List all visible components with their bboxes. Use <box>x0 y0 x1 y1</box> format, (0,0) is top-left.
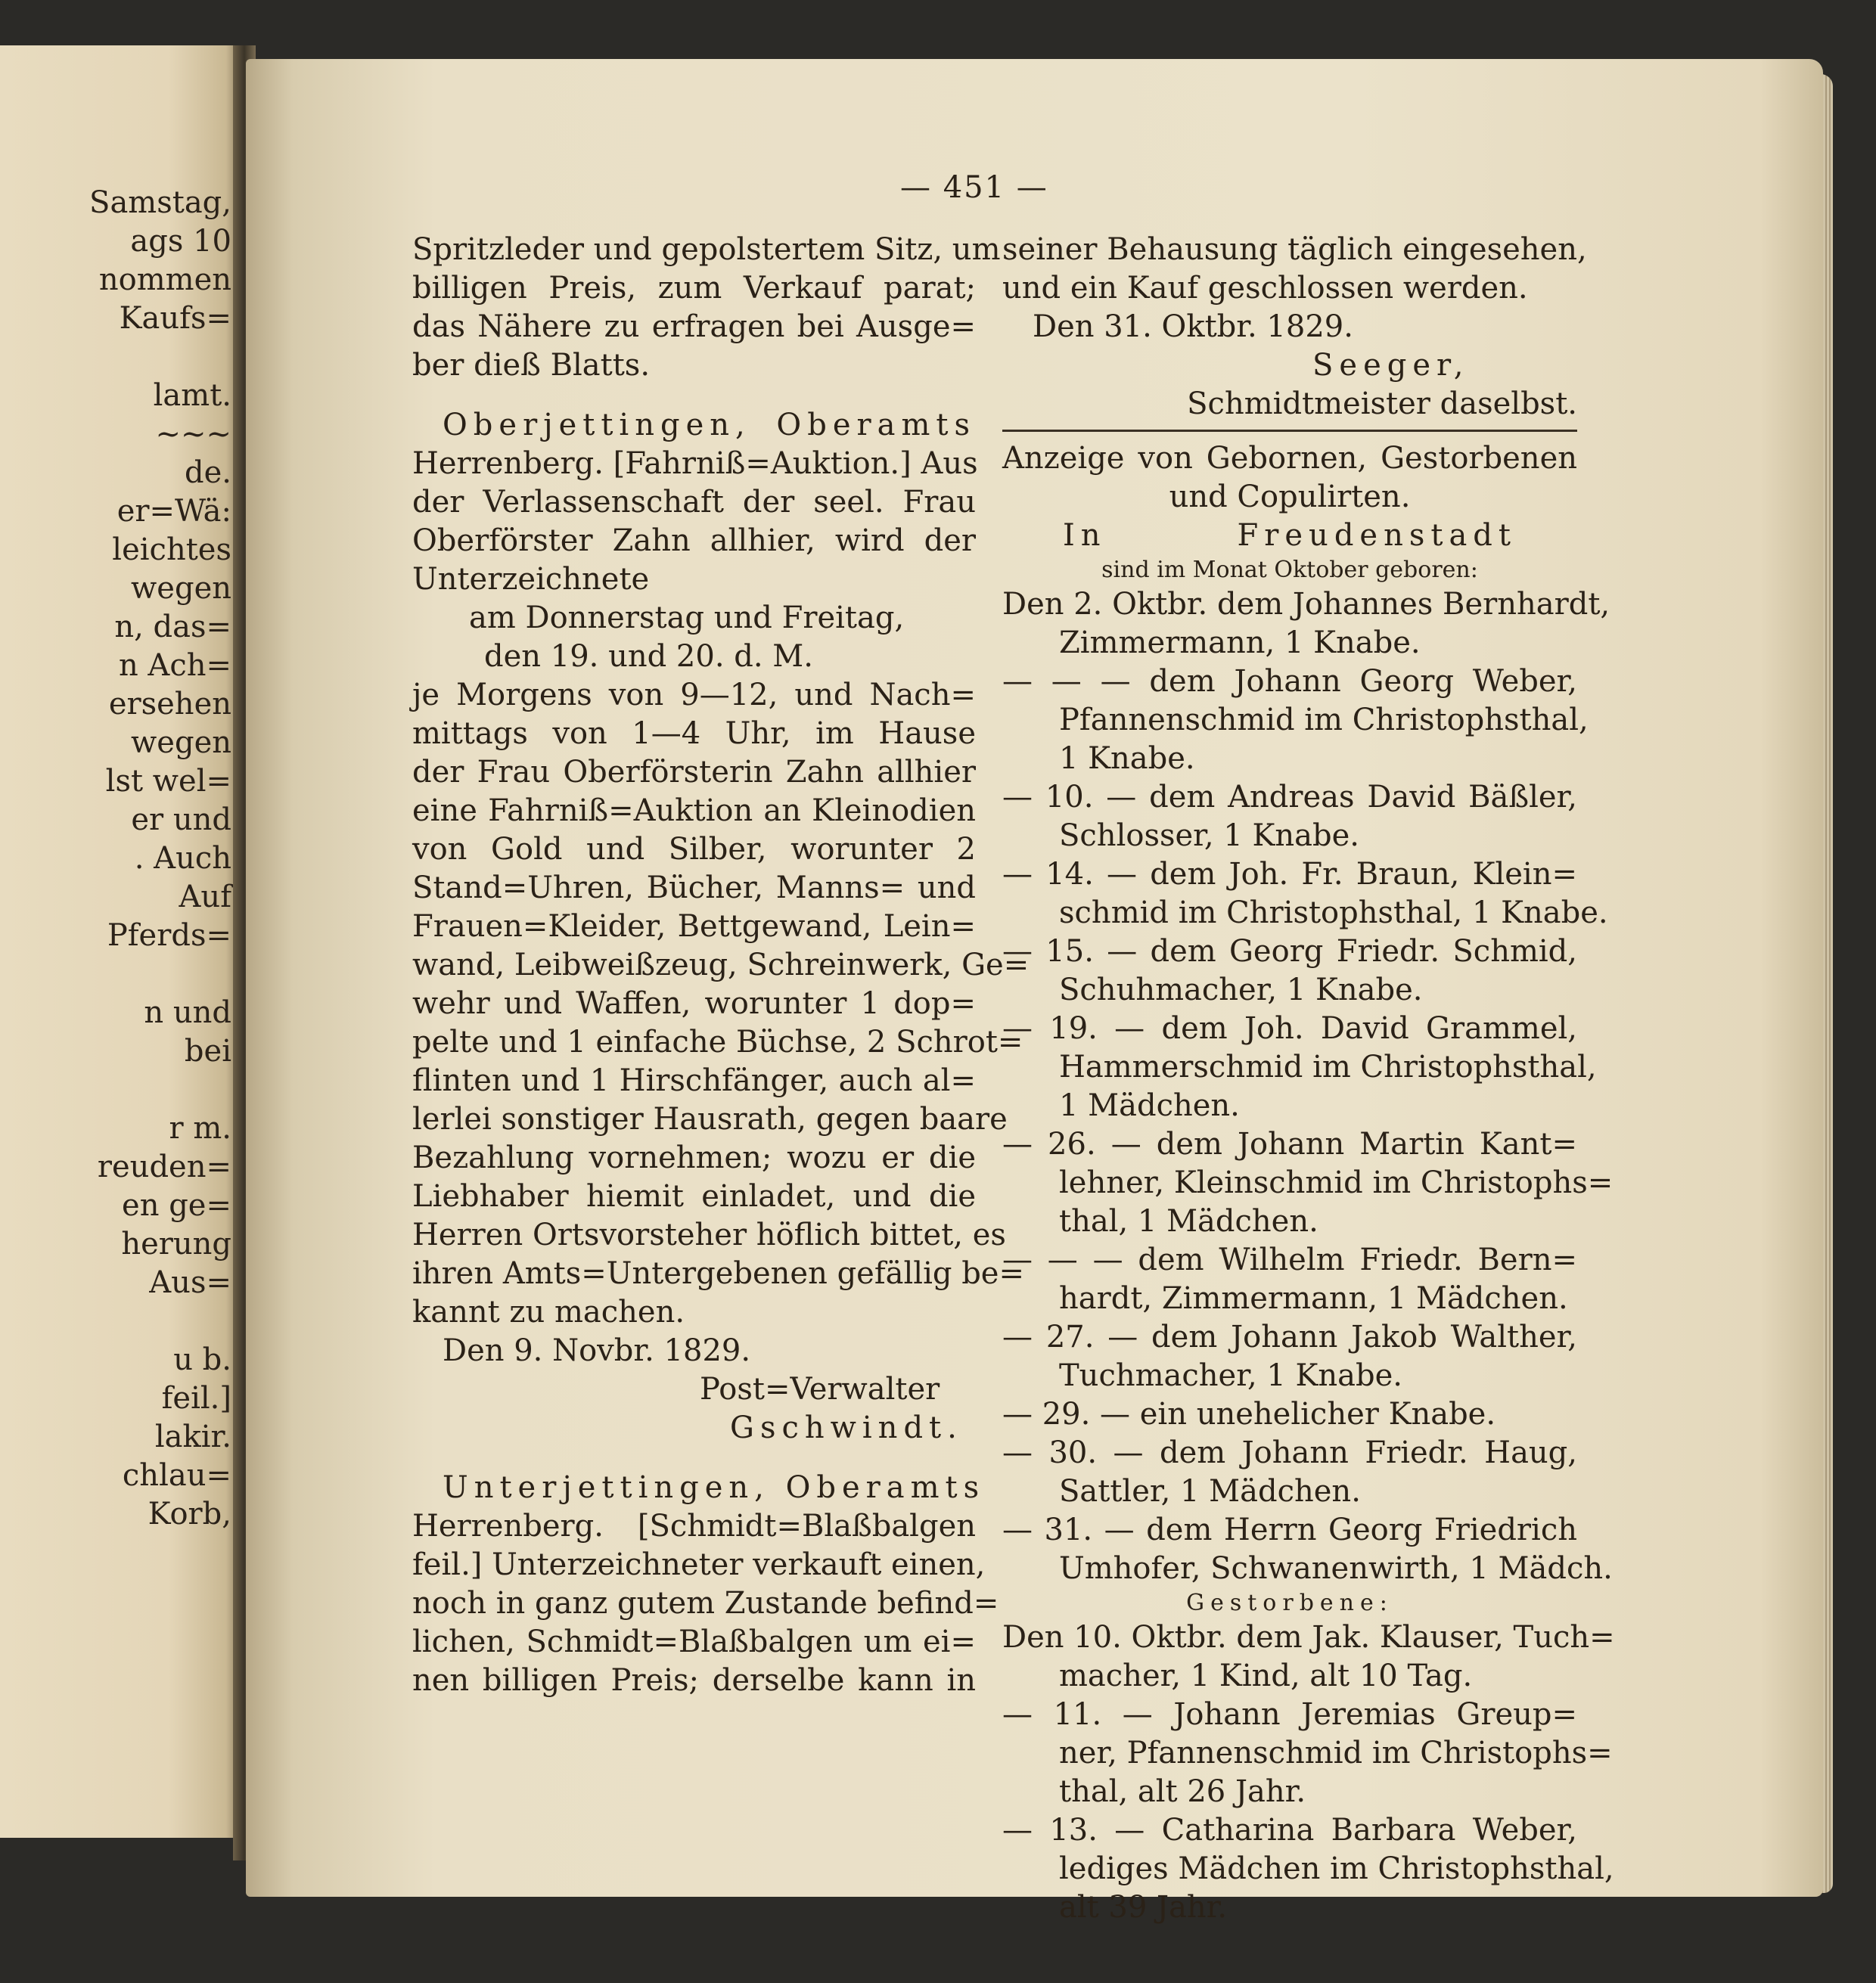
page-number: — 451 — <box>900 170 1048 205</box>
register-entry: Den 10. Oktbr. dem Jak. Klauser, Tuch= <box>1002 1620 1615 1655</box>
text-line: Oberförster Zahn allhier, wird der <box>412 523 976 558</box>
register-entry: ner, Pfannenschmid im Christophs= <box>1059 1736 1613 1770</box>
register-entry: thal, 1 Mädchen. <box>1059 1204 1318 1239</box>
text-line: Spritzleder und gepolstertem Sitz, um <box>412 232 1001 267</box>
stub-line: wegen <box>131 571 231 606</box>
register-entry: Tuchmacher, 1 Knabe. <box>1059 1358 1403 1393</box>
stub-line: Samstag, <box>89 185 231 220</box>
register-entry: — — — dem Johann Georg Weber, <box>1002 664 1577 699</box>
text-line: seiner Behausung täglich eingesehen, <box>1002 232 1587 267</box>
subheading-births: sind im Monat Oktober geboren: <box>1101 557 1478 583</box>
register-entry: — 14. — dem Joh. Fr. Braun, Klein= <box>1002 857 1577 892</box>
register-entry: macher, 1 Kind, alt 10 Tag. <box>1059 1659 1473 1693</box>
notice-heading-oberjettingen: Oberjettingen, Oberamts <box>443 408 976 442</box>
register-entry: thal, alt 26 Jahr. <box>1059 1774 1306 1809</box>
text-line: das Nähere zu erfragen bei Ausge= <box>412 309 976 344</box>
stub-line: reuden= <box>97 1150 231 1184</box>
section-heading: und Copulirten. <box>1169 479 1411 514</box>
register-entry: — 26. — dem Johann Martin Kant= <box>1002 1127 1577 1162</box>
subheading-deaths: Gestorbene: <box>1186 1590 1393 1616</box>
register-entry: — 13. — Catharina Barbara Weber, <box>1002 1813 1577 1848</box>
text-line: lerlei sonstiger Hausrath, gegen baare <box>412 1102 1008 1137</box>
stub-line: feil.] <box>161 1381 231 1416</box>
stub-line: leichtes <box>112 532 231 567</box>
signature-title: Schmidtmeister daselbst. <box>1187 386 1577 421</box>
text-line: nen billigen Preis; derselbe kann in <box>412 1663 976 1698</box>
signature-title: Post=Verwalter <box>700 1372 940 1407</box>
stub-line: r m. <box>169 1111 231 1146</box>
text-line: wehr und Waffen, worunter 1 dop= <box>412 986 976 1021</box>
signature-name: Seeger, <box>1312 348 1470 383</box>
text-line: von Gold und Silber, worunter 2 <box>412 832 976 867</box>
notice-date: Den 9. Novbr. 1829. <box>443 1333 751 1368</box>
text-line: Frauen=Kleider, Bettgewand, Lein= <box>412 909 976 944</box>
stub-line: ~~~ <box>155 417 231 452</box>
register-entry: — 27. — dem Johann Jakob Walther, <box>1002 1320 1577 1355</box>
text-line: und ein Kauf geschlossen werden. <box>1002 271 1528 306</box>
text-line: lichen, Schmidt=Blaßbalgen um ei= <box>412 1625 976 1659</box>
text-line: ber dieß Blatts. <box>412 348 651 383</box>
text-line: feil.] Unterzeichneter verkauft einen, <box>412 1547 986 1582</box>
stub-line: . Auch <box>134 841 231 876</box>
register-entry: — 15. — dem Georg Friedr. Schmid, <box>1002 934 1577 969</box>
stub-line: n und <box>144 995 231 1030</box>
section-heading: Anzeige von Gebornen, Gestorbenen <box>1002 441 1577 476</box>
auction-dates: den 19. und 20. d. M. <box>484 639 813 674</box>
stub-line: lst wel= <box>105 764 231 799</box>
register-entry: Schlosser, 1 Knabe. <box>1059 818 1359 853</box>
signature-name: Gschwindt. <box>730 1410 963 1445</box>
left-page-fragment <box>0 45 241 1838</box>
register-entry: 1 Mädchen. <box>1059 1088 1240 1123</box>
text-line: pelte und 1 einfache Büchse, 2 Schrot= <box>412 1025 1023 1060</box>
register-entry: schmid im Christophsthal, 1 Knabe. <box>1059 895 1608 930</box>
register-entry: — — — dem Wilhelm Friedr. Bern= <box>1002 1243 1577 1277</box>
text-line: noch in ganz gutem Zustande befind= <box>412 1586 999 1621</box>
register-entry: Umhofer, Schwanenwirth, 1 Mädch. <box>1059 1551 1613 1586</box>
stub-line: de. <box>185 455 231 490</box>
stub-line: wegen <box>131 725 231 760</box>
register-entry: — 11. — Johann Jeremias Greup= <box>1002 1697 1577 1732</box>
stub-line: Kaufs= <box>119 301 231 336</box>
register-entry: Hammerschmid im Christophsthal, <box>1059 1050 1597 1085</box>
stub-line: herung <box>121 1227 231 1261</box>
stub-line: Pferds= <box>107 918 231 953</box>
register-entry: Schuhmacher, 1 Knabe. <box>1059 973 1423 1007</box>
stub-line: nommen <box>98 262 231 297</box>
text-line: billigen Preis, zum Verkauf parat; <box>412 271 976 306</box>
stub-line: ags 10 <box>130 224 231 259</box>
stub-line: Aus= <box>149 1265 231 1300</box>
stub-line: er=Wä: <box>116 494 231 529</box>
text-line: je Morgens von 9—12, und Nach= <box>412 678 976 712</box>
text-line: der Verlassenschaft der seel. Frau <box>412 485 976 520</box>
text-line: wand, Leibweißzeug, Schreinwerk, Ge= <box>412 948 1030 982</box>
register-entry: Zimmermann, 1 Knabe. <box>1059 625 1421 660</box>
register-entry: alt 39 Jahr. <box>1059 1890 1228 1925</box>
stub-line: er und <box>131 802 231 837</box>
stub-line: lamt. <box>153 378 231 413</box>
text-line: flinten und 1 Hirschfänger, auch al= <box>412 1063 976 1098</box>
register-entry: — 31. — dem Herrn Georg Friedrich <box>1002 1513 1577 1547</box>
stub-line: Korb, <box>148 1497 231 1531</box>
register-entry: — 29. — ein unehelicher Knabe. <box>1002 1397 1496 1432</box>
stub-line: n, das= <box>114 610 231 644</box>
text-line: Herrenberg. [Fahrniß=Auktion.] Aus <box>412 446 978 481</box>
text-line: Bezahlung vornehmen; wozu er die <box>412 1140 976 1175</box>
stub-line: n Ach= <box>118 648 231 683</box>
stub-line: ersehen <box>108 687 231 722</box>
stub-line: u b. <box>173 1342 231 1377</box>
stub-line: chlau= <box>122 1458 231 1493</box>
text-line: ihren Amts=Untergebenen gefällig be= <box>412 1256 1024 1291</box>
register-entry: 1 Knabe. <box>1059 741 1195 776</box>
register-entry: lehner, Kleinschmid im Christophs= <box>1059 1165 1614 1200</box>
stub-line: lakir. <box>154 1420 231 1454</box>
notice-date: Den 31. Oktbr. 1829. <box>1033 309 1353 344</box>
text-line: Herrenberg. [Schmidt=Blaßbalgen <box>412 1509 976 1544</box>
register-entry: Sattler, 1 Mädchen. <box>1059 1474 1361 1509</box>
stub-line: Auf <box>179 880 231 914</box>
text-line: Unterzeichnete <box>412 562 650 597</box>
register-entry: hardt, Zimmermann, 1 Mädchen. <box>1059 1281 1568 1316</box>
text-line: kannt zu machen. <box>412 1295 685 1330</box>
text-line: Liebhaber hiemit einladet, und die <box>412 1179 976 1214</box>
town-heading: In Freudenstadt <box>1063 518 1517 553</box>
text-line: Herren Ortsvorsteher höflich bittet, es <box>412 1218 1006 1252</box>
stub-line: en ge= <box>122 1188 231 1223</box>
register-entry: — 30. — dem Johann Friedr. Haug, <box>1002 1435 1577 1470</box>
left-column <box>412 231 1030 1700</box>
text-line: der Frau Oberförsterin Zahn allhier <box>412 755 976 790</box>
text-line: Stand=Uhren, Bücher, Manns= und <box>412 870 976 905</box>
register-entry: Pfannenschmid im Christophsthal, <box>1059 703 1589 737</box>
right-column <box>1002 231 1615 1927</box>
register-entry: — 10. — dem Andreas David Bäßler, <box>1002 780 1577 815</box>
section-divider <box>1002 430 1577 432</box>
register-entry: Den 2. Oktbr. dem Johannes Bernhardt, <box>1002 587 1610 622</box>
text-line: eine Fahrniß=Auktion an Kleinodien <box>412 793 976 828</box>
text-line: mittags von 1—4 Uhr, im Hause <box>412 716 976 751</box>
register-entry: lediges Mädchen im Christophsthal, <box>1059 1851 1614 1886</box>
register-entry: — 19. — dem Joh. David Grammel, <box>1002 1011 1577 1046</box>
auction-dates: am Donnerstag und Freitag, <box>469 600 905 635</box>
stub-line: bei <box>184 1034 231 1069</box>
notice-heading-unterjettingen: Unterjettingen, Oberamts <box>443 1470 986 1505</box>
